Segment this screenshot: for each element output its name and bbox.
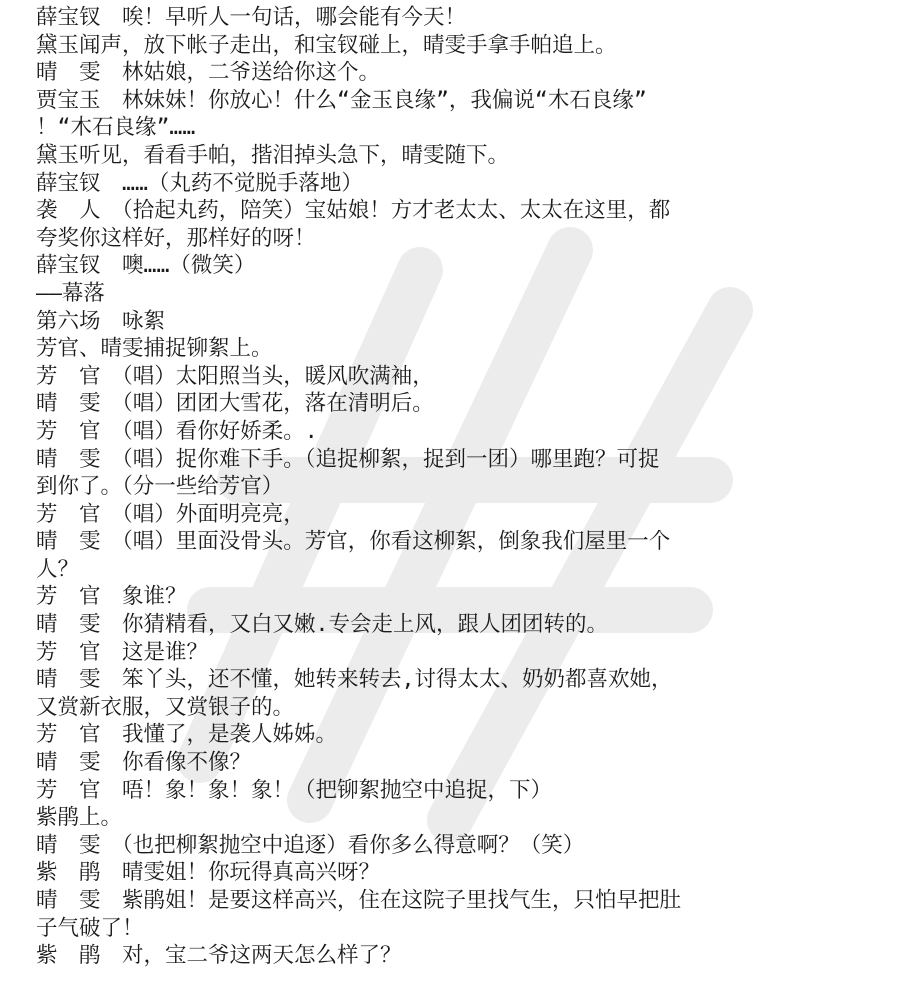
text-line: 夸奖你这样好，那样好的呀！ [36, 225, 316, 251]
text-line: 芳 官 （唱）外面明亮亮， [36, 501, 305, 527]
text-line: 芳 官 我懂了，是袭人姊姊。 [36, 722, 338, 748]
text-line: 紫 鹃 对，宝二爷这两天怎么样了？ [36, 943, 402, 969]
text-line: 薛宝钗 ……（丸药不觉脱手落地） [36, 170, 363, 196]
text-line: 芳官、晴雯捕捉铆絮上。 [36, 336, 273, 362]
script-page [36, 4, 886, 970]
text-line: 薛宝钗 噢……（微笑） [36, 253, 256, 279]
text-line: 又赏新衣服，又赏银子的。 [36, 694, 295, 720]
text-line: 晴 雯 （唱）团团大雪花，落在清明后。 [36, 391, 434, 417]
scene-heading: 第六场 咏絮 [36, 308, 166, 334]
text-line: 紫鹃上。 [36, 805, 123, 831]
text-line: 贾宝玉 林妹妹！你放心！什么“金玉良缘”，我偏说“木石良缘” [36, 87, 647, 113]
text-line: 晴 雯 笨丫头，还不懂，她转来转去,讨得太太、奶奶都喜欢她， [36, 667, 673, 693]
text-line: 子气破了！ [36, 915, 144, 941]
text-line: 黛玉闻声，放下帐子走出，和宝钗碰上，晴雯手拿手帕追上。 [36, 32, 617, 58]
text-line: 黛玉听见，看看手帕，揩泪掉头急下，晴雯随下。 [36, 142, 510, 168]
text-line: 晴 雯 （唱）里面没骨头。芳官，你看这柳絮，倒象我们屋里一个 [36, 529, 671, 555]
text-line: 晴 雯 （也把柳絮抛空中追逐）看你多么得意啊？（笑） [36, 832, 585, 858]
text-line: 晴 雯 （唱）捉你难下手。（追捉柳絮，捉到一团）哪里跑？可捉 [36, 446, 660, 472]
text-line: 到你了。（分一些给芳官） [36, 474, 284, 500]
text-line: 芳 官 唔！象！象！象！（把铆絮抛空中追捉，下） [36, 777, 553, 803]
text-line: 人？ [36, 556, 80, 582]
text-line: 晴 雯 林姑娘，二爷送给你这个。 [36, 60, 381, 86]
text-line: 芳 官 （唱）太阳照当头，暖风吹满袖， [36, 363, 434, 389]
text-line: ！“木石良缘”…… [36, 115, 196, 141]
text-line: 芳 官 （唱）看你好娇柔。. [36, 418, 318, 444]
text-line: 芳 官 象谁？ [36, 584, 187, 610]
text-line: 薛宝钗 唉！早听人一句话，哪会能有今天！ [36, 5, 467, 30]
curtain-line: ——幕落 [36, 280, 105, 306]
text-line: 芳 官 这是谁？ [36, 639, 209, 665]
text-line: 晴 雯 紫鹃姐！是要这样高兴，住在这院子里找气生，只怕早把肚 [36, 888, 682, 913]
text-line: 紫 鹃 晴雯姐！你玩得真高兴呀？ [36, 860, 381, 886]
text-line: 晴 雯 你看像不像？ [36, 750, 252, 776]
text-line: 晴 雯 你猜精看，又白又嫩.专会走上风，跟人团团转的。 [36, 612, 608, 638]
text-line: 袭 人 （拾起丸药，陪笑）宝姑娘！方才老太太、太太在这里，都 [36, 198, 671, 224]
